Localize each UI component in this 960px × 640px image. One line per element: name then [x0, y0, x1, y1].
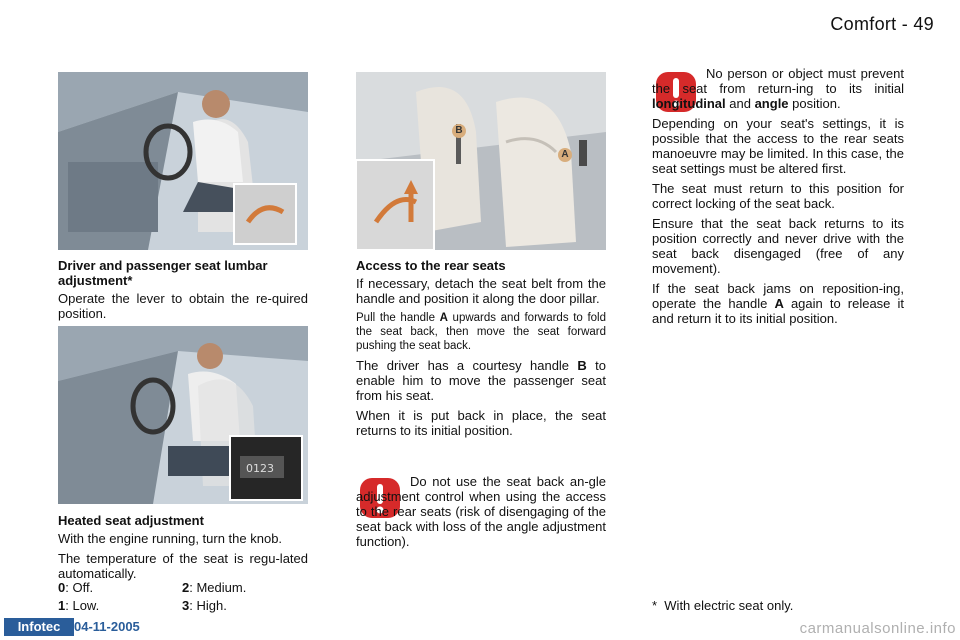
setting-1: 1: Low.: [58, 598, 100, 613]
seat-return-warning: No person or object must prevent the seat from return-ing to its initial longitudinal and angle position.: [652, 66, 904, 111]
lumbar-heading: Driver and passenger seat lumbar adjustment*: [58, 258, 268, 288]
access-warning: Do not use the seat back an-gle adjustment control when using the access to the rear seats (risk of disengaging of the seat back with loss of the angle adjustment function).: [356, 474, 606, 549]
infotec-logo: Infotec: [4, 618, 74, 636]
setting-2: 2: Medium.: [182, 580, 247, 595]
page-title: Comfort - 49: [830, 14, 934, 34]
footnote: * With electric seat only.: [652, 598, 794, 613]
access-text-2: Pull the handle A upwards and forwards to fold the seat back, then move the seat forward pushing the seat back.: [356, 312, 606, 352]
heated-text-1: With the engine running, turn the knob.: [58, 531, 283, 546]
seat-back-note: Ensure that the seat back returns to its position correctly and never drive with the seat back disengaged (free of any movement).: [652, 216, 904, 276]
settings-note: Depending on your seat's settings, it is possible that the access to the rear seats manoeuvre may be limited. In this case, the seat settings must be altered first.: [652, 116, 904, 176]
lumbar-adjust-photo: [58, 72, 308, 250]
access-text-4: When it is put back in place, the seat returns to its initial position.: [356, 408, 606, 438]
heated-text-2: The temperature of the seat is regu-lated automatically.: [58, 551, 308, 581]
label-b-marker: B: [452, 124, 466, 138]
watermark: carmanualsonline.info: [799, 620, 956, 637]
svg-text:0123: 0123: [246, 462, 274, 475]
access-text-3: The driver has a courtesy handle B to enable him to move the passenger seat from his seat.: [356, 358, 606, 403]
access-heading: Access to the rear seats: [356, 258, 506, 273]
setting-3: 3: High.: [182, 598, 227, 613]
rear-access-photo: [356, 72, 606, 250]
lumbar-text: Operate the lever to obtain the re-quired position.: [58, 291, 308, 321]
heated-heading: Heated seat adjustment: [58, 513, 204, 528]
locking-note: The seat must return to this position for correct locking of the seat back.: [652, 181, 904, 211]
footer-date: 04-11-2005: [74, 619, 140, 634]
jam-note: If the seat back jams on reposition-ing, operate the handle A again to release it and return it to its initial position.: [652, 281, 904, 326]
access-text-1: If necessary, detach the seat belt from the handle and position it along the door pillar.: [356, 276, 606, 306]
setting-0: 0: Off.: [58, 580, 94, 595]
label-a-marker: A: [558, 148, 572, 162]
heated-seat-photo: [58, 326, 308, 504]
